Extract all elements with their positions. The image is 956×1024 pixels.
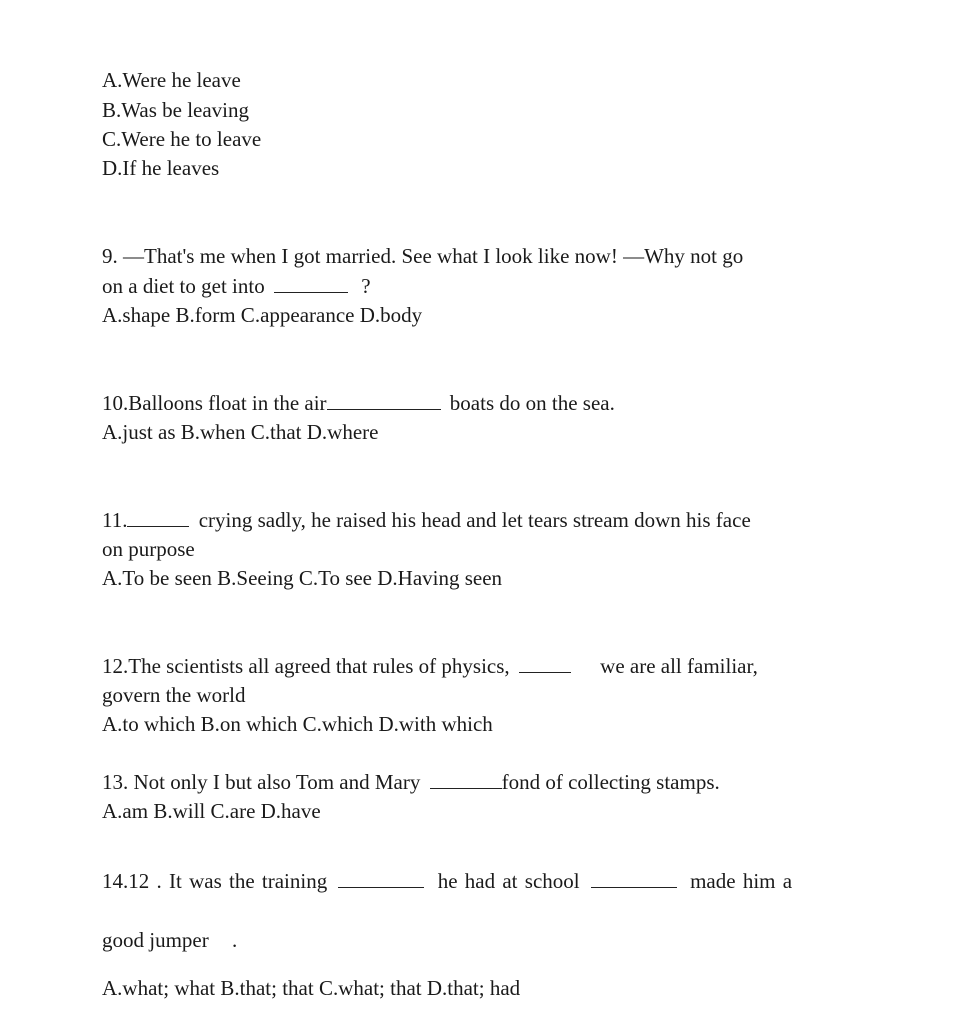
q13-text-after: fond of collecting stamps. <box>501 770 720 794</box>
q12-line2: govern the world <box>102 683 246 707</box>
option-c: C.Were he to leave <box>102 127 262 151</box>
q14-part3: made him a <box>690 869 793 893</box>
q14-part2: he had at school <box>437 869 580 893</box>
q14-line2 <box>102 927 237 953</box>
q10-text-before: 10.Balloons float in the air <box>102 391 327 415</box>
q13-options: A.am B.will C.are D.have <box>102 799 321 823</box>
option-b: B.Was be leaving <box>102 98 250 122</box>
q11-number: 11. <box>102 508 128 532</box>
q12-text-after: we are all familiar, <box>600 654 758 678</box>
option-d: D.If he leaves <box>102 156 220 180</box>
q12-text-before: 12.The scientists all agreed that rules of physics, <box>102 654 510 678</box>
q9-line1: 9. —That's me when I got married. See what I look like now! —Why not go <box>102 244 744 268</box>
q12-options: A.to which B.on which C.which D.with which <box>102 712 493 736</box>
q14-options: A.what; what B.that; that C.what; that D.that; had <box>102 976 521 1000</box>
q10-options: A.just as B.when C.that D.where <box>102 420 379 444</box>
q11-blank <box>127 508 189 527</box>
q13-blank <box>430 770 502 789</box>
q14-line1 <box>102 868 792 894</box>
q11-line1 <box>102 507 751 533</box>
q10-line1 <box>102 390 615 416</box>
option-a: A.Were he leave <box>102 68 241 92</box>
q11-options: A.To be seen B.Seeing C.To see D.Having seen <box>102 566 503 590</box>
q9-options: A.shape B.form C.appearance D.body <box>102 303 423 327</box>
q14-blank-1 <box>338 869 424 888</box>
q10-text-after: boats do on the sea. <box>449 391 615 415</box>
q14-part1: 14.12 . It was the training <box>102 869 328 893</box>
q14-line2-text: good jumper <box>102 928 209 952</box>
q11-text-after: crying sadly, he raised his head and let tears stream down his face <box>198 508 751 532</box>
q12-blank <box>519 654 571 673</box>
q13-line1 <box>102 769 720 795</box>
q10-blank <box>327 391 441 410</box>
q13-text-before: 13. Not only I but also Tom and Mary <box>102 770 421 794</box>
q14-blank-2 <box>591 869 677 888</box>
q14-line2-end: . <box>231 928 238 952</box>
q9-line2 <box>102 273 371 299</box>
q9-blank <box>274 274 348 293</box>
q11-line2: on purpose <box>102 537 195 561</box>
q9-text-before: on a diet to get into <box>102 274 265 298</box>
q9-text-after: ? <box>361 274 371 298</box>
q12-line1 <box>102 653 758 679</box>
